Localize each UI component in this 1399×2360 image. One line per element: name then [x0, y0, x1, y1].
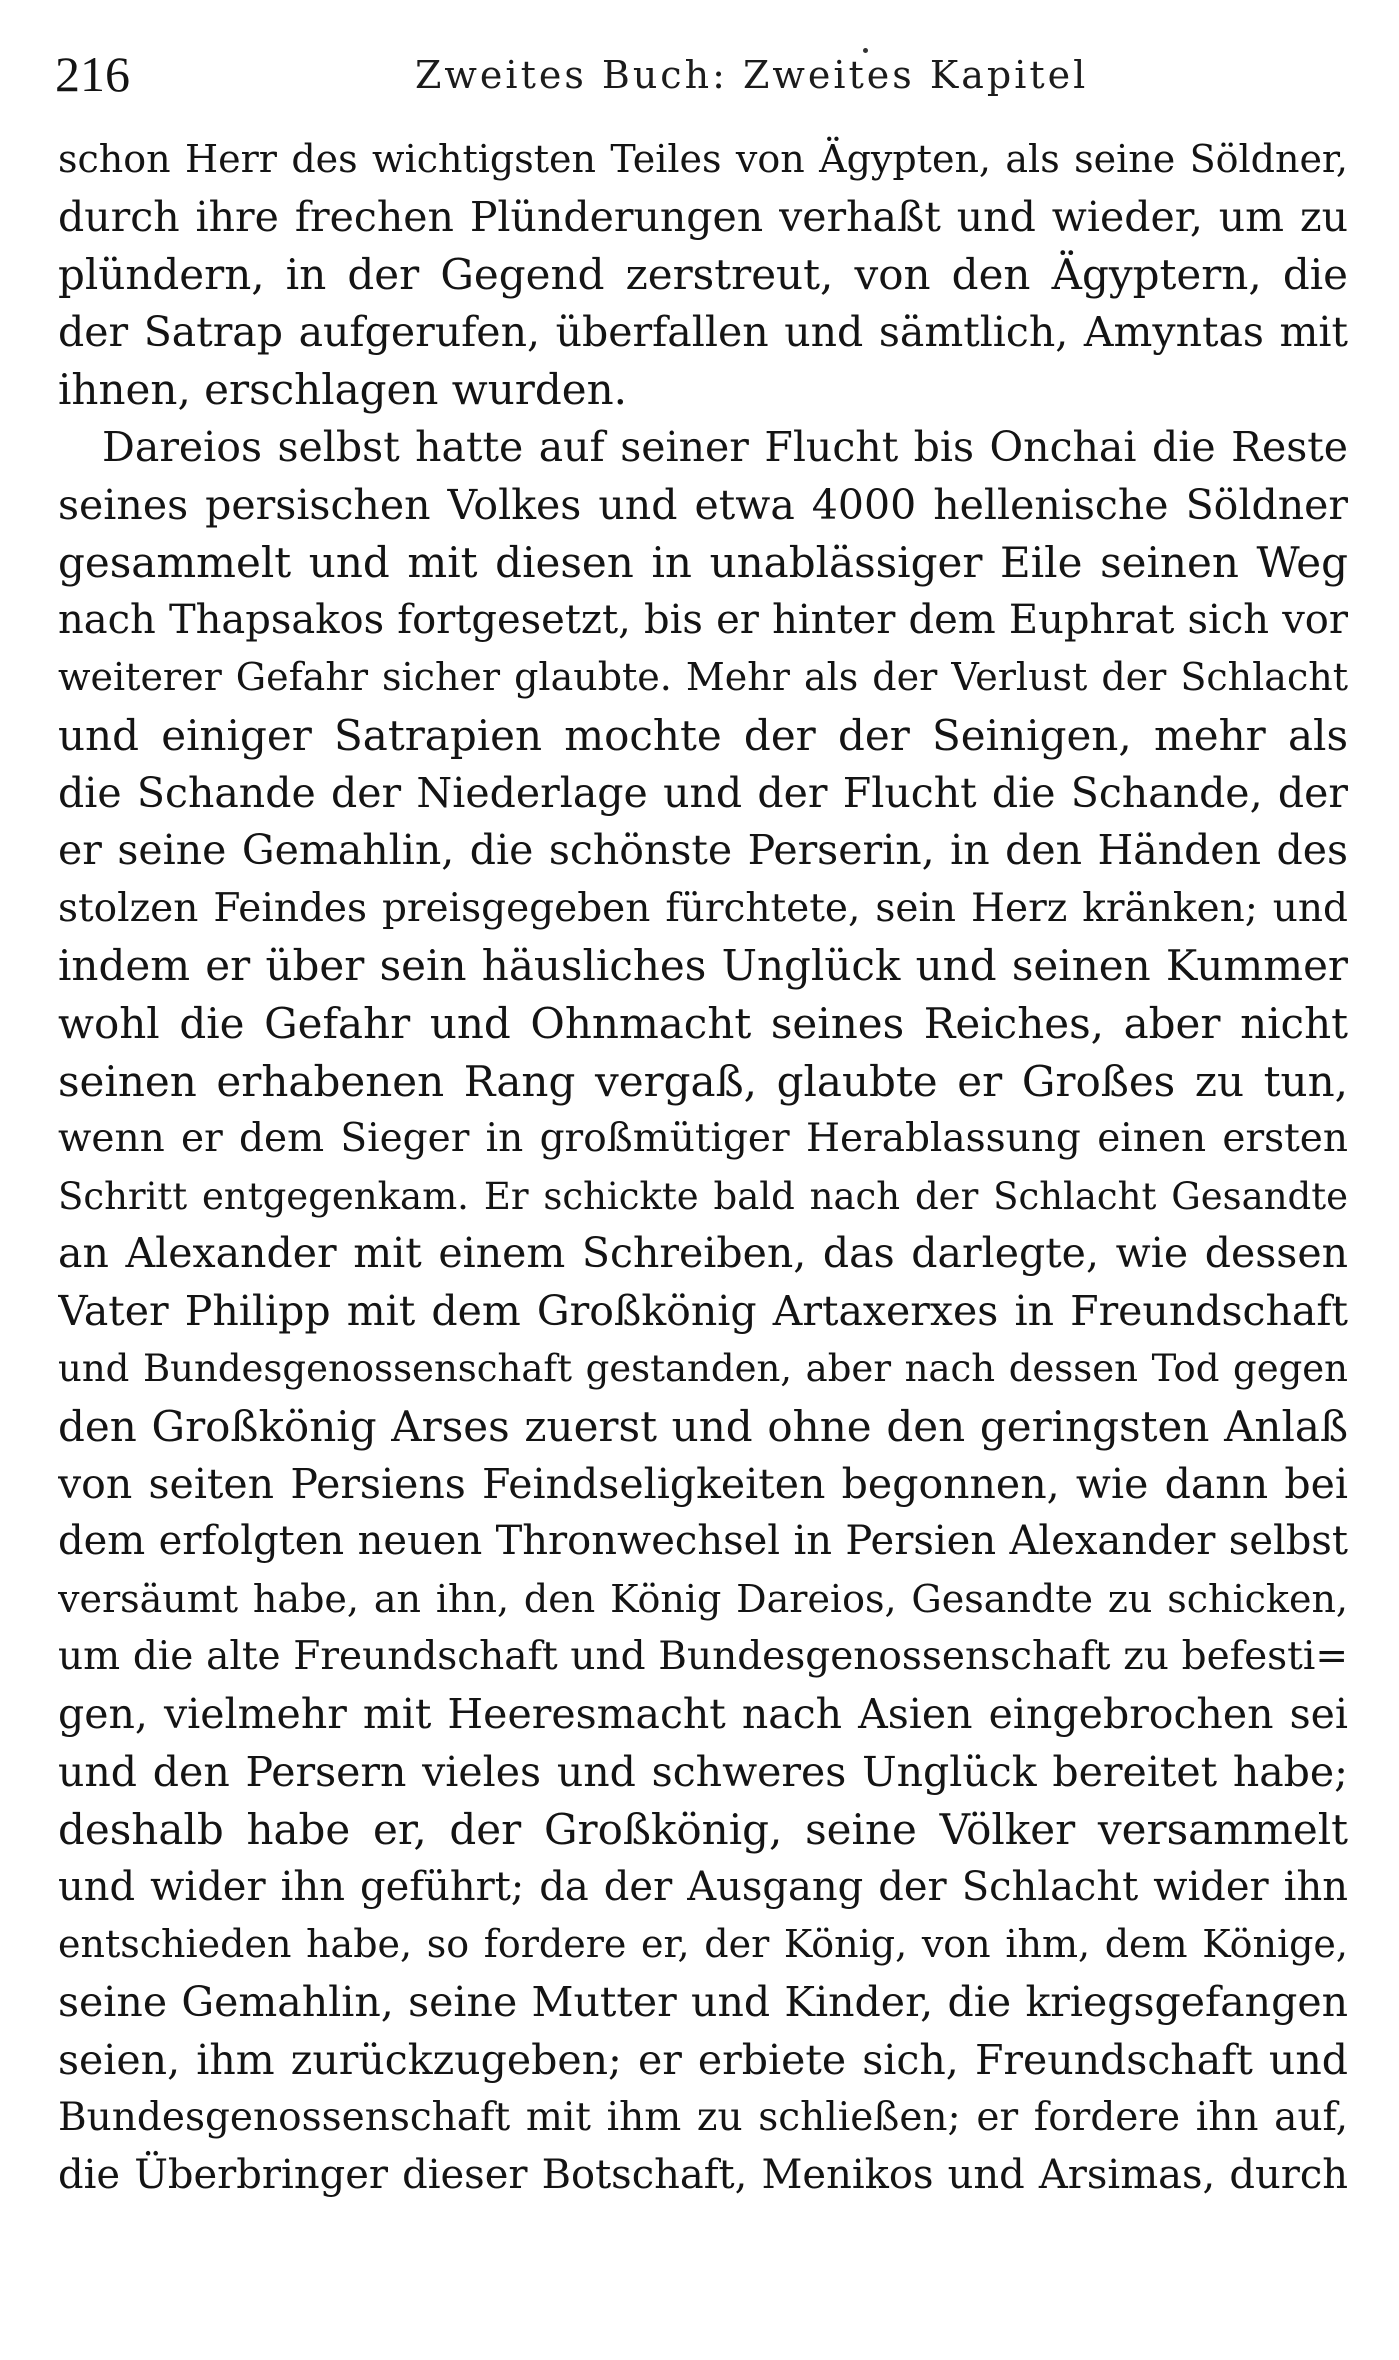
text-line: dem erfolgten neuen Thronwechsel in Persien Alexander selbst — [58, 1518, 1348, 1565]
text-line: indem er über sein häusliches Unglück und seinen Kummer — [58, 941, 1348, 991]
print-speck — [863, 48, 868, 53]
text-line: von seiten Persiens Feindseligkeiten begonnen, wie dann bei — [58, 1459, 1348, 1508]
text-line: und den Persern vieles und schweres Unglück bereitet habe; — [58, 1747, 1348, 1796]
text-line: deshalb habe er, der Großkönig, seine Völker versammelt — [58, 1805, 1348, 1855]
text-line: versäumt habe, an ihn, den König Dareios, Gesandte zu schicken, — [58, 1576, 1348, 1621]
text-line: Schritt entgegenkam. Er schickte bald nach der Schlacht Gesandte — [58, 1174, 1348, 1218]
text-line: durch ihre frechen Plünderungen verhaßt und wieder, um zu — [58, 192, 1348, 241]
text-line: seines persischen Volkes und etwa 4000 hellenische Söldner — [58, 480, 1348, 529]
text-line: seine Gemahlin, seine Mutter und Kinder, die kriegsgefangen — [58, 1978, 1348, 2026]
text-line: und wider ihn geführt; da der Ausgang der Schlacht wider ihn — [58, 1863, 1348, 1910]
text-line: seien, ihm zurückzugeben; er erbiete sich, Freundschaft und — [58, 2035, 1348, 2084]
text-line: entschieden habe, so fordere er, der König, von ihm, dem Könige, — [58, 1922, 1348, 1967]
running-head: Zweites Buch: Zweites Kapitel — [415, 53, 1089, 97]
text-line: stolzen Feindes preisgegeben fürchtete, sein Herz kränken; und — [58, 885, 1348, 931]
text-line: den Großkönig Arses zuerst und ohne den geringsten Anlaß — [58, 1402, 1348, 1452]
text-line: die Schande der Niederlage und der Flucht die Schande, der — [58, 768, 1348, 817]
text-line: der Satrap aufgerufen, überfallen und sämtlich, Amyntas mit — [58, 307, 1348, 356]
body-text — [58, 131, 1348, 2204]
text-line: seinen erhabenen Rang vergaß, glaubte er Großes zu tun, — [58, 1056, 1348, 1106]
text-line: gen, vielmehr mit Heeresmacht nach Asien eingebrochen sei — [58, 1690, 1348, 1739]
text-line: ihnen, erschlagen wurden. — [58, 365, 628, 415]
page-number: 216 — [55, 46, 130, 102]
text-line: weiterer Gefahr sicher glaubte. Mehr als der Verlust der Schlacht — [58, 655, 1348, 700]
text-line: an Alexander mit einem Schreiben, das darlegte, wie dessen — [58, 1229, 1348, 1278]
text-line: Vater Philipp mit dem Großkönig Artaxerxes in Freundschaft — [58, 1286, 1348, 1335]
text-line: nach Thapsakos fortgesetzt, bis er hinter dem Euphrat sich vor — [58, 596, 1348, 643]
text-line: gesammelt und mit diesen in unablässiger Eile seinen Weg — [58, 538, 1348, 588]
text-line: um die alte Freundschaft und Bundesgenossenschaft zu befesti= — [58, 1634, 1348, 1680]
paragraph-start-line: Dareios selbst hatte auf seiner Flucht bis Onchai die Reste — [102, 422, 1348, 471]
page-header — [55, 40, 1345, 110]
text-line: und einiger Satrapien mochte der der Seinigen, mehr als — [58, 710, 1348, 760]
text-line: Bundesgenossenschaft mit ihm zu schließen; er fordere ihn auf, — [58, 2095, 1348, 2141]
text-line: plündern, in der Gegend zerstreut, von den Ägyptern, die — [58, 250, 1348, 300]
text-line: schon Herr des wichtigsten Teiles von Ägypten, als seine Söldner, — [58, 137, 1348, 181]
text-line: er seine Gemahlin, die schönste Perserin, in den Händen des — [58, 826, 1348, 875]
text-line: wenn er dem Sieger in großmütiger Herablassung einen ersten — [58, 1116, 1348, 1162]
text-line: und Bundesgenossenschaft gestanden, aber nach dessen Tod gegen — [58, 1347, 1348, 1391]
text-line: wohl die Gefahr und Ohnmacht seines Reiches, aber nicht — [58, 998, 1348, 1048]
text-line: die Überbringer dieser Botschaft, Menikos und Arsimas, durch — [58, 2151, 1348, 2198]
